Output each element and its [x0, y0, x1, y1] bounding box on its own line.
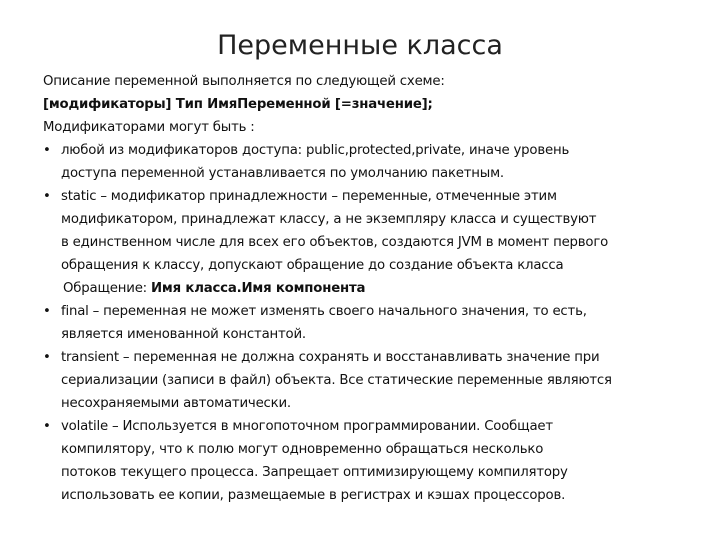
bullet-mark: • — [43, 419, 51, 434]
intro-text: Описание переменной выполняется по следующей схеме: — [43, 74, 445, 89]
bullet-line: потоков текущего процесса. Запрещает оптимизирующему компилятору — [61, 465, 568, 480]
bullet-line: в единственном числе для всех его объектов, создаются JVM в момент первого — [61, 235, 609, 250]
bullet-line: transient – переменная не должна сохранять и восстанавливать значение при — [61, 350, 600, 365]
bullet-access — [43, 139, 693, 185]
bullet-mark: • — [43, 350, 51, 365]
slide-content — [43, 70, 693, 507]
bullet-mark: • — [43, 304, 51, 319]
bullet-line: использовать ее копии, размещаемые в регистрах и кэшах процессоров. — [61, 488, 566, 503]
bullet-line: final – переменная не может изменять своего начального значения, то есть, — [61, 304, 587, 319]
bullet-line: доступа переменной устанавливается по умолчанию пакетным. — [61, 166, 504, 181]
bullet-line: static – модификатор принадлежности – переменные, отмеченные этим — [61, 189, 557, 204]
bullet-line: является именованной константой. — [61, 327, 306, 342]
access-note — [43, 277, 693, 300]
bullet-line: модификатором, принадлежат классу, а не экземпляру класса и существуют — [61, 212, 597, 227]
bullet-mark: • — [43, 143, 51, 158]
bullet-line: volatile – Используется в многопоточном программировании. Сообщает — [61, 419, 553, 434]
bullet-line: любой из модификаторов доступа: public,protected,private, иначе уровень — [61, 143, 570, 158]
access-note-label: Обращение: — [63, 281, 147, 296]
bullet-line: обращения к классу, допускают обращение до создание объекта класса — [61, 258, 564, 273]
bullet-transient — [43, 346, 693, 415]
bullet-line: несохраняемыми автоматически. — [61, 396, 291, 411]
syntax-text: [модификаторы] Тип ИмяПеременной [=значение]; — [43, 97, 433, 112]
access-note-value: Имя класса.Имя компонента — [151, 281, 366, 296]
modifiers-intro-text: Модификаторами могут быть : — [43, 120, 255, 135]
bullet-volatile — [43, 415, 693, 507]
bullet-line: сериализации (записи в файл) объекта. Все статические переменные являются — [61, 373, 612, 388]
bullet-final — [43, 300, 693, 346]
bullet-static — [43, 185, 693, 277]
slide-title: Переменные класса — [217, 30, 503, 61]
bullet-mark: • — [43, 189, 51, 204]
bullet-line: компилятору, что к полю могут одновременно обращаться несколько — [61, 442, 544, 457]
